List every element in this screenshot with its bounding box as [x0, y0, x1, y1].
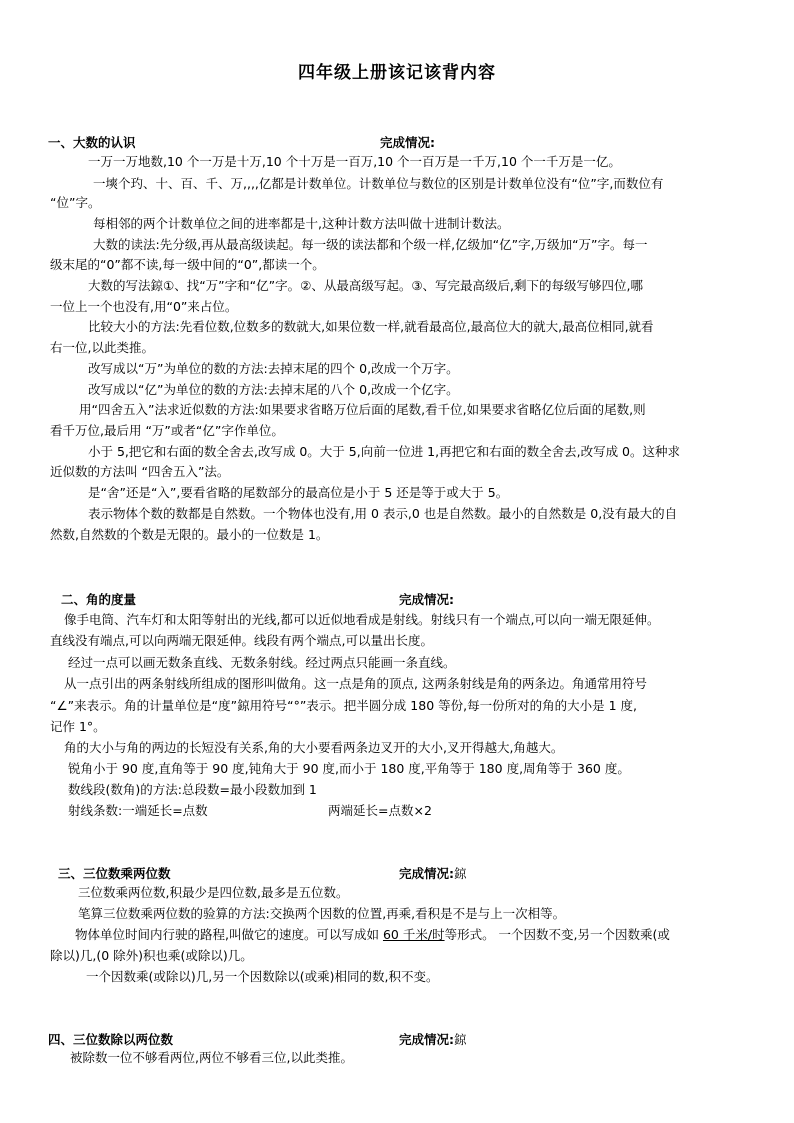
speed-text-before: 物体单位时间内行驶的路程,叫做它的速度。可以写成如: [75, 927, 379, 942]
section-1-line-16: 近似数的方法叫 “四舍五入”法。: [50, 464, 230, 479]
section-4-status: [399, 1030, 467, 1048]
section-2-line-3: 经过一点可以画无数条直线、无数条射线。经过两点只能画一条直线。: [68, 655, 456, 670]
section-1-line-13: 用“四舍五入”法求近似数的方法:如果要求省略万位后面的尾数,看千位,如果要求省略亿位后面的尾数,则: [79, 402, 646, 417]
section-1-line-11: 改写成以“万”为单位的数的方法:去掉末尾的四个 0,改成一个万字。: [88, 361, 459, 376]
speed-text-after: 等形式。 一个因数不变,另一个因数乘(或: [444, 927, 670, 942]
section-2-line-4: 从一点引出的两条射线所组成的图形叫做角。这一点是角的顶点, 这两条射线是角的两条边。角通常用符号: [64, 676, 647, 691]
section-1-line-18: 表示物体个数的数都是自然数。一个物体也没有,用 0 表示,0 也是自然数。最小的自然数是 0,没有最大的自: [88, 506, 678, 521]
section-2-status: [399, 590, 454, 608]
section-2-heading: 二、角的度量: [61, 592, 137, 607]
section-3-line-4: 除以)几,(0 除外)积也乘(或除以)几。: [50, 948, 253, 963]
section-1-line-2: 一塽个玓、十、百、千、万,,,,亿都是计数单位。计数单位与数位的区别是计数单位没有“位”字,而数位有: [93, 176, 664, 191]
section-3-line-3: [75, 926, 670, 944]
speed-unit-example: 60 千米/时: [382, 927, 445, 942]
section-1-line-17: 是“舍”还是“入”,要看省略的尾数部分的最高位是小于 5 还是等于或大于 5。: [88, 485, 509, 500]
section-1-status-label: 完成情况:: [380, 135, 435, 150]
section-3-status-value: 鍄: [454, 866, 467, 881]
section-3-line-1: 三位数乘两位数,积最少是四位数,最多是五位数。: [78, 885, 349, 900]
section-4-heading: 四、三位数除以两位数: [48, 1032, 174, 1047]
section-1-line-19: 然数,自然数的个数是无限的。最小的一位数是 1。: [50, 527, 329, 542]
section-1-line-15: 小于 5,把它和右面的数全舍去,改写成 0。大于 5,向前一位进 1,再把它和右面的数全舍去,改写成 0。这种求: [88, 444, 681, 459]
section-2-status-label: 完成情况:: [399, 592, 454, 607]
section-2-line-1: 像手电筒、汽车灯和太阳等射出的光线,都可以近似地看成是射线。射线只有一个端点,可以向一端无限延伸。: [64, 612, 660, 627]
section-4-status-label: 完成情况:: [399, 1032, 454, 1047]
section-1-line-1: 一万一万地数,10 个一万是十万,10 个十万是一百万,10 个一百万是一千万,10 个一千万是一亿。: [88, 154, 621, 169]
section-3-status-label: 完成情况:: [399, 866, 454, 881]
section-2-line-11: 两端延长=点数×2: [328, 803, 432, 818]
section-1-heading: 一、大数的认识: [48, 135, 136, 150]
section-1-line-6: 级末尾的“0”都不读,每一级中间的“0”,都读一个。: [50, 257, 325, 272]
section-1-line-3: “位”字。: [50, 195, 101, 210]
section-1-line-14: 看千万位,最后用 “万”或者“亿”字作单位。: [50, 423, 284, 438]
section-1-line-7: 大数的写法鍄①、找“万”字和“亿”字。②、从最高级写起。③、写完最高级后,剩下的每级写够四位,哪: [88, 278, 643, 293]
section-3-heading: 三、三位数乘两位数: [58, 866, 171, 881]
section-1-line-5: 大数的读法:先分级,再从最高级读起。每一级的读法都和个级一样,亿级加“亿”字,万级加“万”字。每一: [93, 237, 648, 252]
section-2-line-8: 锐角小于 90 度,直角等于 90 度,钝角大于 90 度,而小于 180 度,平角等于 180 度,周角等于 360 度。: [68, 761, 630, 776]
section-2-line-10: 射线条数:一端延长=点数: [68, 803, 208, 818]
section-1-line-8: 一位上一个也没有,用“0”来占位。: [50, 299, 238, 314]
section-1-line-12: 改写成以“亿”为单位的数的方法:去掉末尾的八个 0,改成一个亿字。: [88, 382, 459, 397]
section-4-line-1: 被除数一位不够看两位,两位不够看三位,以此类推。: [70, 1050, 353, 1065]
section-1-line-10: 右一位,以此类推。: [50, 340, 154, 355]
section-1-status: [380, 133, 435, 151]
section-2-line-7: 角的大小与角的两边的长短没有关系,角的大小要看两条边叉开的大小,叉开得越大,角越大。: [64, 740, 564, 755]
section-4-status-value: 鍄: [454, 1032, 467, 1047]
section-2-line-2: 直线没有端点,可以向两端无限延伸。线段有两个端点,可以量出长度。: [50, 633, 433, 648]
section-2-line-9: 数线段(数角)的方法:总段数=最小段数加到 1: [68, 782, 317, 797]
document-title: 四年级上册该记该背内容: [298, 63, 496, 83]
section-2-line-5: “∠”来表示。角的计量单位是“度”鍄用符号“°”表示。把半圆分成 180 等份,每一份所对的角的大小是 1 度,: [50, 698, 637, 713]
section-3-status: [399, 864, 467, 882]
section-1-line-4: 每相邻的两个计数单位之间的进率都是十,这种计数方法叫做十进制计数法。: [93, 216, 510, 231]
section-3-line-2: 笔算三位数乘两位数的验算的方法:交换两个因数的位置,再乘,看积是不是与上一次相等。: [78, 906, 566, 921]
section-1-line-9: 比较大小的方法:先看位数,位数多的数就大,如果位数一样,就看最高位,最高位大的就大,最高位相同,就看: [88, 319, 654, 334]
section-3-line-5: 一个因数乘(或除以)几,另一个因数除以(或乘)相同的数,积不变。: [86, 969, 439, 984]
section-2-line-6: 记作 1°。: [50, 719, 106, 734]
